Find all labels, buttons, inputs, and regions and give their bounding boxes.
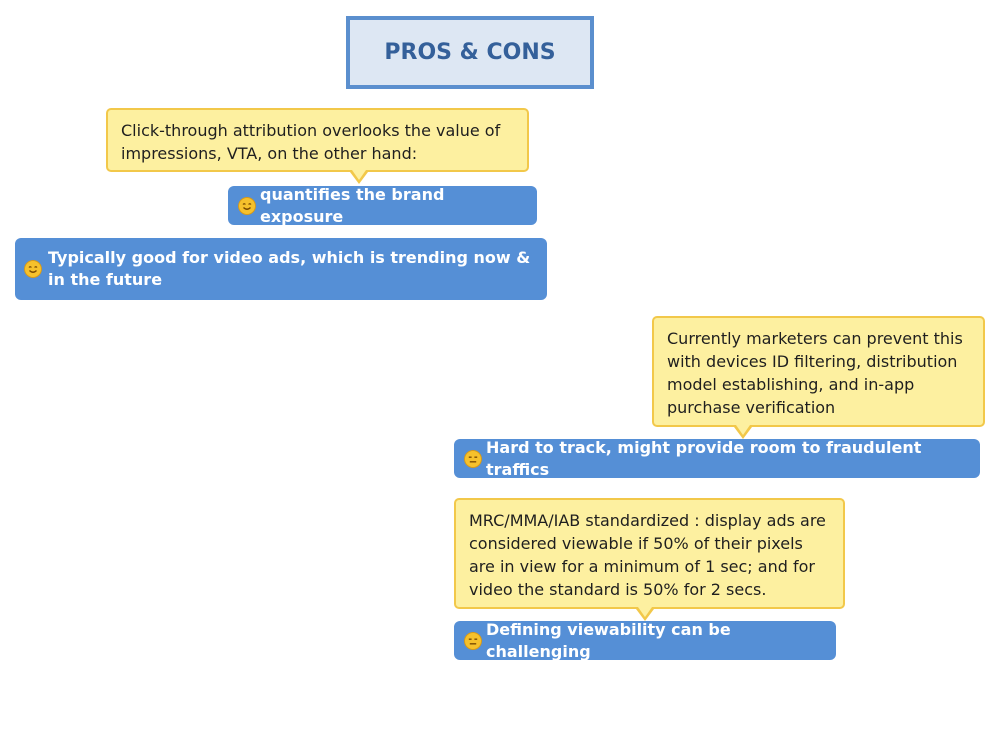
- con-topic-viewability[interactable]: [454, 621, 836, 660]
- callout-pointer-fill: [638, 607, 652, 617]
- callout-pointer-fill: [736, 425, 750, 435]
- central-topic-label: PROS & CONS: [384, 40, 556, 65]
- con-callout-text: Currently marketers can prevent this with devices ID filtering, distribution model establishing, and in-app purchase verification: [667, 329, 963, 417]
- con-topic-fraud[interactable]: [454, 439, 980, 478]
- con-callout-note-viewability[interactable]: [454, 498, 845, 609]
- con-callout-note-fraud[interactable]: [652, 316, 985, 427]
- pros-callout-note[interactable]: [106, 108, 529, 172]
- pro-topic-label: quantifies the brand exposure: [260, 184, 445, 226]
- pro-topic-video-ads[interactable]: [15, 238, 547, 300]
- central-topic[interactable]: [346, 16, 594, 89]
- pro-topic-label: Typically good for video ads, which is trending now & in the future: [48, 248, 531, 289]
- con-topic-label: Defining viewability can be challenging: [486, 619, 731, 661]
- smile-icon: [238, 197, 256, 215]
- neutral-face-icon: [464, 632, 482, 650]
- neutral-face-icon: [464, 450, 482, 468]
- pro-topic-brand-exposure[interactable]: [228, 186, 537, 225]
- con-callout-text: MRC/MMA/IAB standardized : display ads are considered viewable if 50% of their pixels are in view for a minimum of 1 sec; and for video the standard is 50% for 2 secs.: [469, 511, 826, 599]
- callout-pointer-fill: [352, 170, 366, 180]
- smile-icon: [24, 260, 42, 278]
- con-topic-label: Hard to track, might provide room to fraudulent traffics: [486, 437, 922, 479]
- pros-callout-text: Click-through attribution overlooks the value of impressions, VTA, on the other hand:: [121, 121, 501, 163]
